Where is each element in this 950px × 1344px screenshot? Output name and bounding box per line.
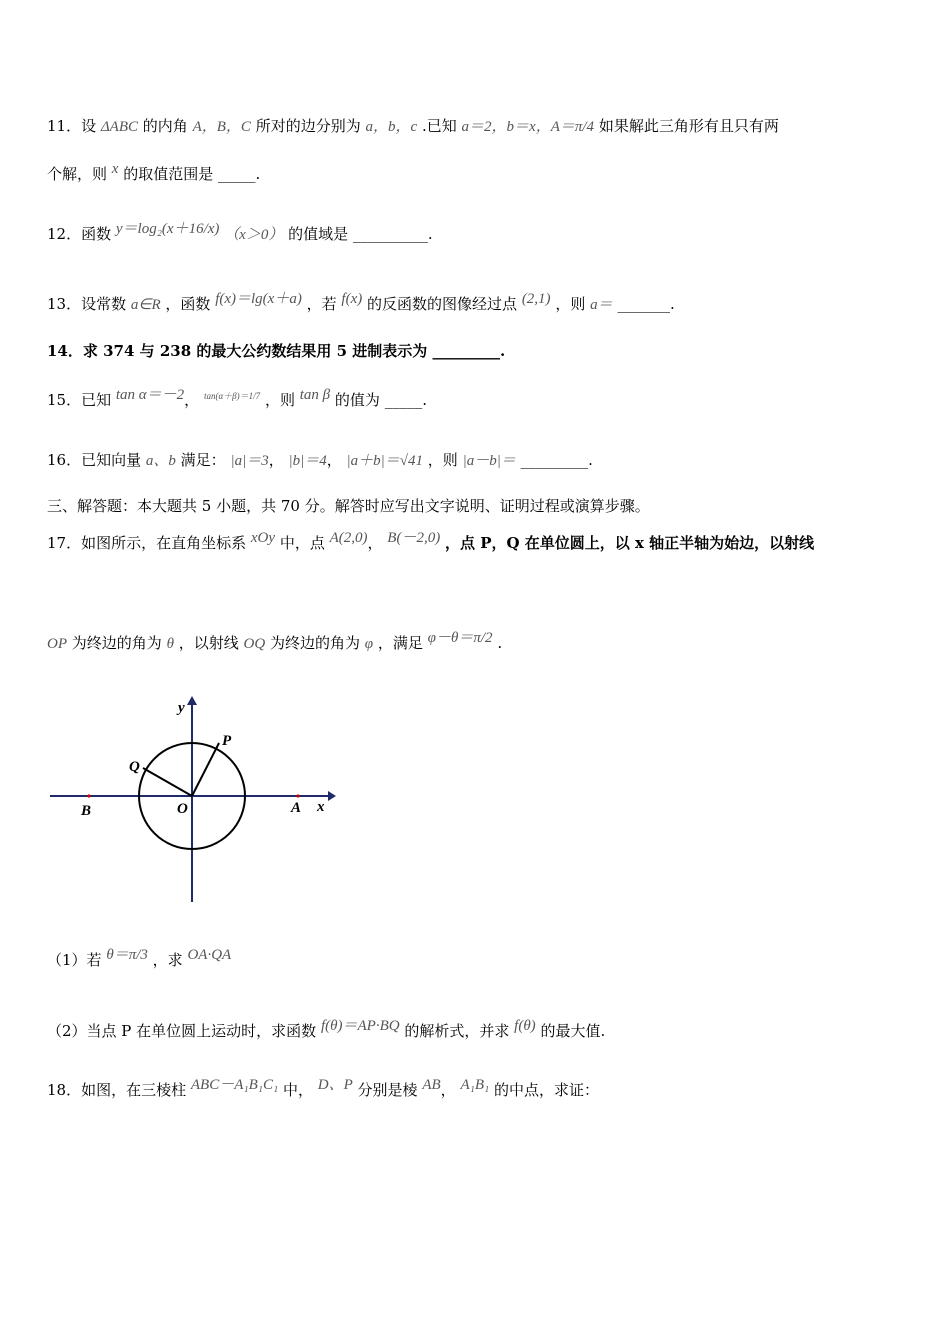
p13-text-4: ，则 xyxy=(555,295,586,313)
p17-q1-text-2: ，求 xyxy=(152,951,183,969)
p18-text-1: 中， xyxy=(282,1081,313,1099)
p13-number: 13．设常数 xyxy=(47,295,127,313)
p16-vectors: a、b xyxy=(145,453,176,469)
p11-angles: A，B，C xyxy=(192,119,251,135)
p16-cond-1: |a|＝3 xyxy=(230,453,269,469)
problem-13 xyxy=(47,291,675,315)
problem-18: 18．如图，在三棱柱 ABC－A₁B₁C₁ 中， D、P 分别是棱 AB， A₁B₁ 的中点，求证： xyxy=(47,1077,600,1099)
p13-answer-var: a＝ xyxy=(590,297,613,313)
p11-text-5: 个解，则 xyxy=(47,165,108,183)
p18-points: D、P xyxy=(317,1077,353,1093)
p17-q2-text-3: 的最大值. xyxy=(540,1022,606,1040)
p17-condition: φ－θ＝π/2 xyxy=(427,630,493,646)
p17-text-6: ，满足 xyxy=(377,634,423,652)
p13-function: f(x)＝lg(x＋a) xyxy=(215,291,302,307)
p11-text-3: .已知 xyxy=(421,117,457,135)
p16-number: 16．已知向量 xyxy=(47,451,142,469)
b-label: B xyxy=(81,803,92,819)
problem-11-line-2 xyxy=(47,161,261,185)
p16-question: |a－b|＝ xyxy=(462,453,516,469)
p17-point-b: B(－2,0) xyxy=(387,530,441,546)
problem-17-line-1: 17．如图所示，在直角坐标系 xOy 中，点 A(2,0)， B(－2,0) ，点 P，Q 在单位圆上，以 x 轴正半轴为始边，以射线 xyxy=(47,530,815,552)
problem-17-part-2 xyxy=(47,1018,606,1042)
p12-text: 的值域是 xyxy=(288,225,349,243)
p11-number: 11．设 xyxy=(47,117,97,135)
p17-number: 17．如图所示，在直角坐标系 xyxy=(47,534,247,552)
problem-17-part-1 xyxy=(47,947,232,971)
p17-text-2: ，点 P，Q 在单位圆上，以 x 轴正半轴为始边，以射线 xyxy=(444,534,815,552)
p17-q2-text: （2）当点 P 在单位圆上运动时，求函数 xyxy=(47,1022,317,1040)
p15-formula-2: tan(α＋β)＝1/7 xyxy=(203,391,261,401)
problem-17-line-2 xyxy=(47,630,503,654)
p18-prism: ABC－A₁B₁C₁ xyxy=(190,1077,279,1093)
p13-a: a∈R xyxy=(130,297,161,313)
ray-oq xyxy=(143,768,192,796)
p11-blank: _____. xyxy=(218,165,261,183)
p16-cond-2: |b|＝4 xyxy=(288,453,327,469)
problem-14 xyxy=(47,341,505,361)
p17-theta: θ xyxy=(166,636,174,652)
p17-phi: φ xyxy=(364,636,374,652)
p11-text-4: 如果解此三角形有且只有两 xyxy=(598,117,779,135)
p11-conditions: a＝2，b＝x，A＝π/4 xyxy=(461,119,595,135)
p11-variable: x xyxy=(111,161,119,177)
p13-function-ref: f(x) xyxy=(341,291,363,307)
ray-op xyxy=(192,743,219,796)
origin-label: O xyxy=(177,801,188,817)
problem-12 xyxy=(47,221,433,245)
p14-blank: _________. xyxy=(432,342,506,360)
p17-q1-expression: OA·QA xyxy=(187,947,232,963)
p16-cond-3: |a＋b|＝√41 xyxy=(346,453,424,469)
p16-text-2: ，则 xyxy=(427,451,458,469)
p17-q2-function-ref: f(θ) xyxy=(514,1018,536,1034)
p17-op: OP xyxy=(47,636,67,652)
p17-q1-text: （1）若 xyxy=(47,951,102,969)
p11-text-2: 所对的边分别为 xyxy=(255,117,361,135)
problem-11-line-1 xyxy=(47,116,779,137)
y-label: y xyxy=(178,700,185,716)
unit-circle-figure xyxy=(48,690,338,905)
problem-16: 16．已知向量 a、b 满足： |a|＝3， |b|＝4， |a＋b|＝√41 ，则 |a－b|＝ _________. xyxy=(47,451,593,469)
p12-formula: y＝log₂(x＋16/x) xyxy=(115,221,220,237)
q-label: Q xyxy=(129,759,140,775)
p17-text-4: ，以射线 xyxy=(178,634,239,652)
p16-text-1: 满足： xyxy=(180,451,226,469)
p-label: P xyxy=(222,733,232,749)
p13-blank: _______. xyxy=(617,295,675,313)
a-label: A xyxy=(291,800,302,816)
p11-text-1: 的内角 xyxy=(142,117,188,135)
p17-system: xOy xyxy=(250,530,276,546)
p17-q1-condition: θ＝π/3 xyxy=(106,947,148,963)
x-label: x xyxy=(317,799,325,815)
p12-condition: （x＞0） xyxy=(224,227,284,243)
p17-oq: OQ xyxy=(243,636,266,652)
p15-formula-3: tan β xyxy=(299,387,331,403)
p18-edge-2: A₁B₁ xyxy=(460,1077,490,1093)
p13-text-1: ，函数 xyxy=(165,295,211,313)
p18-text-3: 的中点，求证： xyxy=(494,1081,600,1099)
point-a-dot xyxy=(296,794,299,797)
p17-q2-function: f(θ)＝AP·BQ xyxy=(320,1018,400,1034)
p13-text-2: ，若 xyxy=(306,295,337,313)
p11-text-6: 的取值范围是 xyxy=(123,165,214,183)
p15-blank: _____. xyxy=(384,391,427,409)
p16-blank: _________. xyxy=(520,451,593,469)
p15-number: 15．已知 xyxy=(47,391,112,409)
p17-point-a: A(2,0) xyxy=(329,530,368,546)
p17-text-3: 为终边的角为 xyxy=(71,634,162,652)
p18-text-2: 分别是棱 xyxy=(357,1081,418,1099)
p17-text-5: 为终边的角为 xyxy=(269,634,360,652)
p18-edge-1: AB xyxy=(422,1077,441,1093)
p12-number: 12．函数 xyxy=(47,225,112,243)
section-3-text: 三、解答题：本大题共 5 小题，共 70 分。解答时应写出文字说明、证明过程或演算步骤。 xyxy=(47,497,650,515)
p12-blank: __________. xyxy=(352,225,433,243)
p13-text-3: 的反函数的图像经过点 xyxy=(367,295,518,313)
y-axis-arrow-icon xyxy=(187,696,197,705)
p11-triangle: ΔABC xyxy=(100,119,139,135)
section-3-heading xyxy=(47,496,650,516)
point-b-dot xyxy=(87,794,90,797)
p15-text-2: 的值为 xyxy=(334,391,380,409)
p18-number: 18．如图，在三棱柱 xyxy=(47,1081,187,1099)
p15-text-1: ，则 xyxy=(264,391,295,409)
p13-point: (2,1) xyxy=(521,291,551,307)
p14-text: 14．求 374 与 238 的最大公约数结果用 5 进制表示为 xyxy=(47,342,428,360)
p17-period: . xyxy=(497,634,503,652)
p11-sides: a，b，c xyxy=(365,119,418,135)
problem-15: 15．已知 tan α＝－2， $^{tan(\alpha+\beta)=1/7}$ ，则 tan β 的值为 _____. xyxy=(47,387,427,409)
p17-q2-text-2: 的解析式，并求 xyxy=(404,1022,510,1040)
p15-formula-1: tan α＝－2 xyxy=(115,387,185,403)
p17-text-1: 中，点 xyxy=(279,534,325,552)
x-axis-arrow-icon xyxy=(328,791,336,801)
